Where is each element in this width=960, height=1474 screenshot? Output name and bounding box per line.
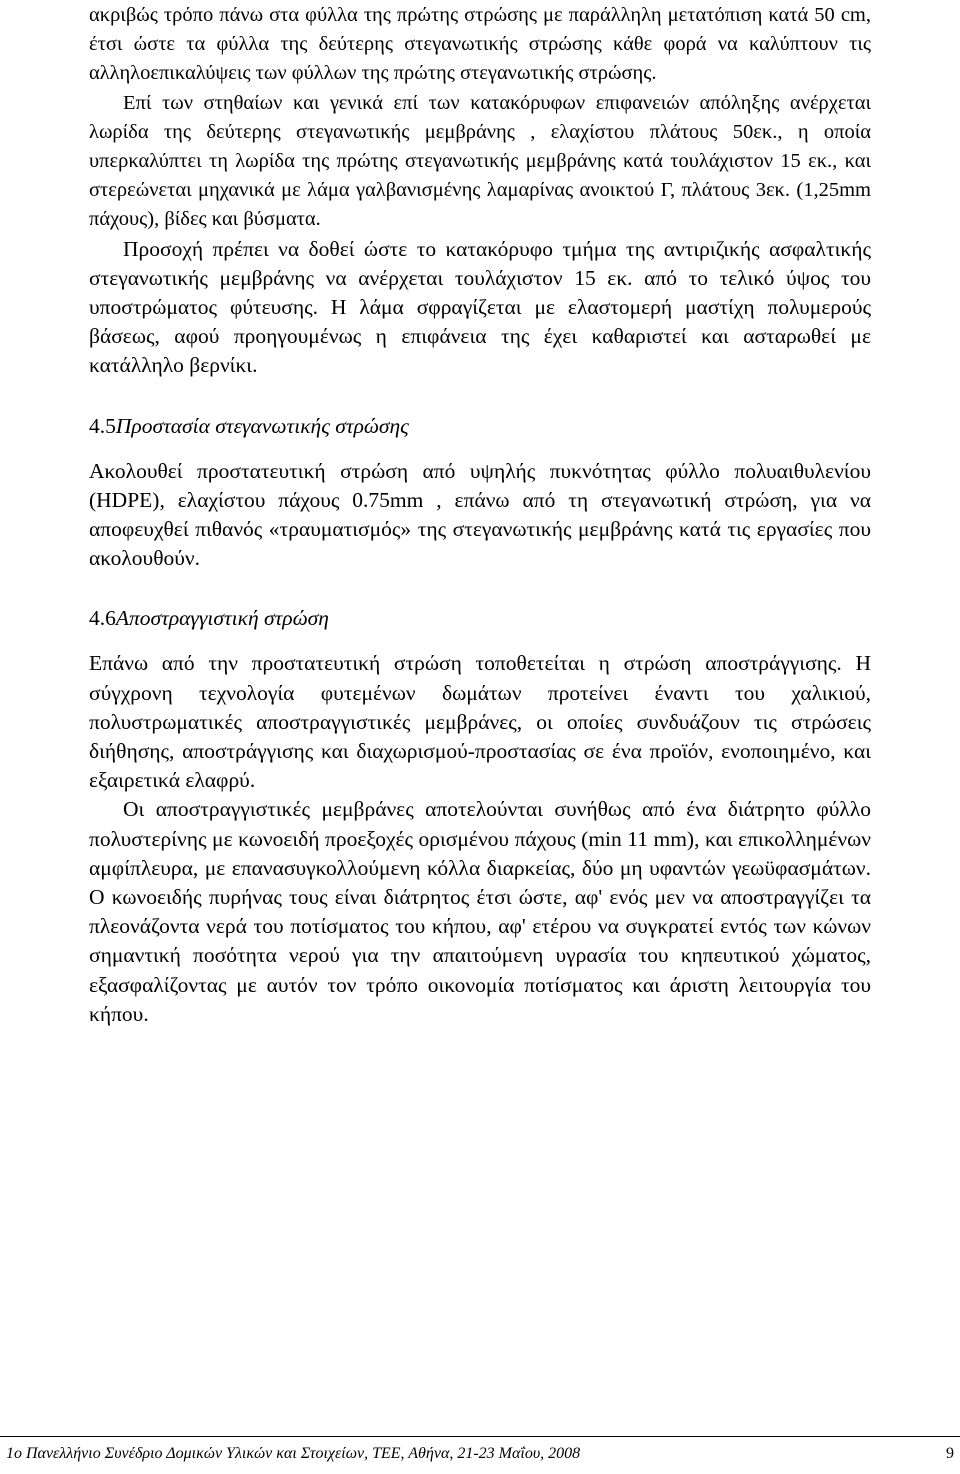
paragraph-3: Προσοχή πρέπει να δοθεί ώστε το κατακόρυφο τμήμα της αντιριζικής ασφαλτικής στεγανωτικής μεμβράνης να ανέρχεται τουλάχιστον 15 εκ. από το τελικό ύψος του υποστρώματος φύτευσης. Η λάμα σφραγίζεται με ελαστομερή μαστίχη πολυμερούς βάσεως, αφού προηγουμένως η επιφάνεια της έχει καθαριστεί και ασταρωθεί με κατάλληλο βερνίκι. (89, 236, 871, 378)
section-title: Προστασία στεγανωτικής στρώσης (115, 413, 409, 438)
section-title: Αποστραγγιστική στρώση (115, 606, 329, 631)
page-content (89, 0, 871, 1029)
paragraph-2: Επί των στηθαίων και γενικά επί των κατακόρυφων επιφανειών απόληξης ανέρχεται λωρίδα της δεύτερης στεγανωτικής μεμβράνης , ελαχίστου πλάτους 50εκ., η οποία υπερκαλύπτει τη λωρίδα της πρώτης στεγανωτικής μεμβράνης κατά τουλάχιστον 15 εκ., και στερεώνεται μηχανικά με λάμα γαλβανισμένης λαμαρίνας ανοικτού Γ, πλάτους 3εκ. (1,25mm πάχους), βίδες και βύσματα. (89, 91, 871, 231)
paragraph-4: Ακολουθεί προστατευτική στρώση από υψηλής πυκνότητας φύλλο πολυαιθυλενίου (HDPE), ελαχίστου πάχους 0.75mm , επάνω από τη στεγανωτική στρώση, για να αποφευχθεί πιθανός «τραυματισμός» της στεγανωτικής μεμβράνης κατά τις εργασίες που ακολουθούν. (89, 458, 871, 571)
footer-conference-text: 1ο Πανελλήνιο Συνέδριο Δομικών Υλικών και Στοιχείων, ΤΕΕ, Αθήνα, 21-23 Μαΐου, 2008 (6, 1445, 581, 1462)
page-footer (0, 1436, 960, 1474)
section-heading-4-5 (89, 412, 871, 441)
section-heading-4-6 (89, 604, 871, 633)
section-number: 4.5 (89, 413, 116, 438)
paragraph-5: Επάνω από την προστατευτική στρώση τοποθετείται η στρώση αποστράγγισης. Η σύγχρονη τεχνολογία φυτεμένων δωμάτων προτείνει έναντι του χαλικιού, πολυστρωματικές αποστραγγιστικές μεμβράνες, οι οποίες συνδυάζουν τις στρώσεις διήθησης, αποστράγγισης και διαχωρισμού-προστασίας σε ένα προϊόν, ενοποιημένο, και εξαιρετικά ελαφρύ. (89, 651, 871, 793)
section-number: 4.6 (89, 606, 116, 631)
page-number: 9 (946, 1445, 954, 1462)
paragraph-6: Οι αποστραγγιστικές μεμβράνες αποτελούνται συνήθως από ένα διάτρητο φύλλο πολυστερίνης με κωνοειδή προεξοχές ορισμένου πάχους (min 11 mm), και επικολλημένων αμφίπλευρα, με επανασυγκολλούμενη κόλλα διαρκείας, δύο μη υφαντών γεωϋφασμάτων. Ο κωνοειδής πυρήνας τους είναι διάτρητος έτσι ώστε, αφ' ενός μεν να αποστραγγίζει τα πλεονάζοντα νερά του ποτίσματος του κήπου, αφ' ετέρου να συγκρατεί εντός των κώνων σημαντική ποσότητα νερού για την απαιτούμενη υγρασία του κηπευτικού χώματος, εξασφαλίζοντας με αυτόν τον τρόπο οικονομία ποτίσματος και άριστη λειτουργία του κήπου. (89, 797, 871, 1026)
paragraph-1: ακριβώς τρόπο πάνω στα φύλλα της πρώτης στρώσης με παράλληλη μετατόπιση κατά 50 cm, έτσι ώστε τα φύλλα της δεύτερης στεγανωτικής στρώσης κάθε φορά να καλύπτουν τις αλληλοεπικαλύψεις των φύλλων της πρώτης στεγανωτικής στρώσης. (89, 4, 871, 85)
